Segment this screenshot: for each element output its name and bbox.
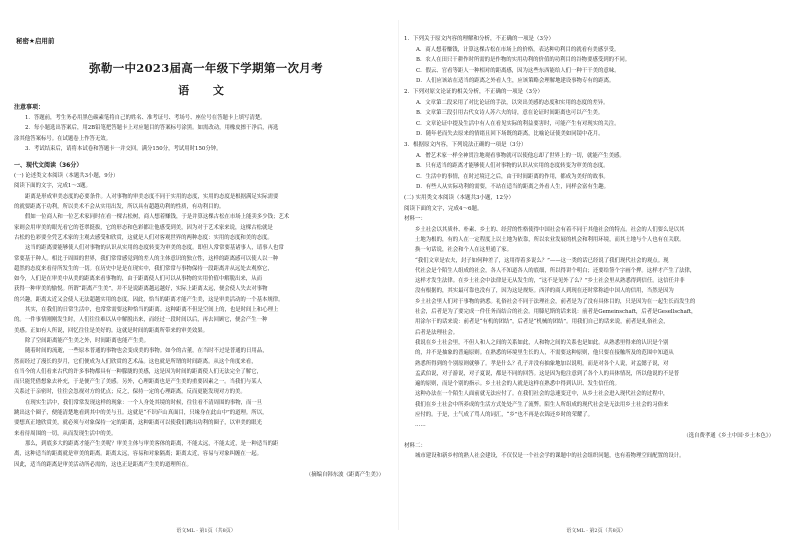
- material-line: 用涂尔干的话来说：前者是“有机的团结”，后者是“机械的团结”。用我们自己的话来说，前者是礼俗社会，: [415, 319, 669, 326]
- passage-line: 常要基于种人。相比于周围的世界，我们常常感觉到的差人的主体意识的独立性，这样的距离感可以使人以一种: [14, 255, 279, 262]
- material-line: 社会，后者是为了要完成一件任务而结合的社会。用滕尼斯的话来说：前者是Gemeinschaft，后者是Gesellschaft，: [415, 309, 697, 316]
- passage-line: 这当的距离要能够使人们对事物的认识从实用的态度转变为审美的态度。即但人常常要基诸事人，请事人也常: [25, 245, 284, 252]
- material-source: （选自费孝通《乡土中国·乡土本色》）: [683, 432, 774, 439]
- material-line: 我们在乡土社会中所养成的生活方式处处产生了流弊。陌生人所组成的现代社会是无法用乡土社会的习俗来: [415, 401, 669, 408]
- passage-line: 超然的态度来看待所发生的一切。在历史中是是在现实中，我们常常与事物保持一段距离并从远处去观察它，: [14, 265, 273, 272]
- material-line: 这样才发生法律。在乡土社会中法律是无从发生的，“这不是见外了么？”乡土社会里从熟悉得到信任。这信任并非: [415, 278, 685, 285]
- exam-title: 弥勒一中2023届高一年级下学期第一次月考: [89, 61, 323, 75]
- passage-line: 要想真正地欣赏美，就必须与对象保持一定的距离，这种距离可以使我们跳出功利的圈子，以审美的眼光: [14, 420, 262, 427]
- question-option: D．人们应该站在适当的距离之外看人生，应该策略会理解地建设事物专有的距离。: [416, 78, 615, 85]
- passage-line: 假如一位商人和一位艺术家同时在看一棵古松树，商人想着赚钱，于是并算这棵古松在市场上能卖多少钱；艺术: [25, 214, 290, 221]
- passage-line: 然而经过了漫长的岁月，它们便成为人们欣赏的艺术品。这也就是所谓的时间距离。从这个角度来看，: [14, 358, 257, 365]
- passage-line: 其实，在我们的日常生活中，也常常需要这种恰当的距离。这种距离不但是空间上的，也是时间上和心理上: [25, 307, 279, 314]
- page-1-body: [14, 102, 398, 480]
- material-line: 这种办法在一个陌生人面前就无法应付了。在我们社会的急速变迁中，从乡土社会进入现代社会的过程中，: [415, 391, 669, 398]
- notice-item: 1．答题前，考生务必用黑色碳素笔将自己的姓名、准考证号、考场号、座位号在答题卡上填写清楚。: [25, 115, 266, 121]
- question-stem: 阅读下面的文字，完成4～6题。: [404, 205, 483, 212]
- subsection-heading: (一) 论述类文本阅读（本题共3小题，9分）: [14, 173, 119, 180]
- material-line: ……: [415, 422, 426, 429]
- question-option: B．只有适当的距离才能够使人们对事物的认识从实用的态度转变为审美的态度。: [416, 163, 609, 170]
- material-line: “我们文章是农夫，封子如何种差了，这用得着多说么？”——这一类的话已经说了我们现代社会的观点。现: [415, 257, 669, 264]
- passage-line: 除了空间距离能产生美之外，时间距离也能产生美。: [25, 337, 149, 344]
- subject-title: 语 文: [178, 84, 234, 97]
- passage-line: 距离是形成审美态度的必要条件。人对事物的审美态度不同于实用的态度，实用的态度是根据满足实际需要: [25, 193, 279, 200]
- passage-line: 而只能凭借想象去补充，于是便产生了美感。另外，心理距离也是产生美的重要因素之一。当我们与某人: [14, 379, 262, 386]
- question-option: C．生活中的事情，在时过境迁之后，由于时间距离的作用，都成为美好的故事。: [416, 173, 609, 180]
- question-option: A．商人想着赚钱，计算这棵古松在市场上的价格，表达种功利目的就看有美感享受。: [416, 46, 620, 53]
- material-line: 土地为根的，有的人在一定程度上以土地为依靠，所以农业发展的机会和利用环境，而其土地与个人也有在关联。: [415, 236, 685, 243]
- passage-line: 如今，人们是在审美中从美的距离来看事物的，由于距离使人们可以从事物的实用价值中解脱出来，从而: [14, 276, 262, 283]
- notice-heading: 注意事项：: [14, 104, 45, 111]
- question-option: A．文章第二段采用了对比论证的手法，以突出美感的态度和实用的态度的差异。: [416, 99, 609, 106]
- passage-line: 的。一件事情刚刚发生时，人们往往难以从中解脱出来，而经过一段时间以后，再去回顾它，便会产生一种: [14, 317, 268, 324]
- passage-attribution: （摘编自韩东波《距离产生美》）: [305, 471, 384, 478]
- question-option: A．僧艺术家一样全神贯注地观看事物就可以使他忘却了世界上的一切，就能产生美感。: [416, 152, 625, 159]
- material-line: 没有根据的，其实最可靠也没有了，因为这是规矩。西洋的商人到现在还时常称道中国人的信用，当然是因为: [415, 288, 674, 295]
- material-line: 的，并不是抽象的普遍原则。在熟悉的环境里生长的人，不需要这种原则，他只要在接触所及的范围中知道从: [415, 350, 674, 357]
- question-stem: (二) 实用类文本阅读（本题共3小题，12分）: [404, 194, 515, 201]
- material-line: 孟武伯说，对子游说，对子夏说，都是不同的回答。这是因为他注意到了各个人的具体情况，所以他说的不是普: [415, 370, 680, 377]
- material-line: 乡土社会以其质朴、朴素、乡土的、经营的性格使得中国社会有着不同于其他社会的特点。社会的人们要么是以其: [415, 226, 685, 233]
- passage-line: 随着时间的流逝，一些原本普通的事物也会变成美的事物。如今的古董，在当时不过是普通的日用品，: [25, 348, 268, 355]
- material-line: 代社会是个陌生人组成的社会，各人不知道各人的底细，所以得讲个明白；还要给签个字画个押。这样才产生了法律，: [415, 267, 696, 274]
- passage-line: 离，这种适当的距离就是审美的距离。距离太远，容易和对象隔离；距离太近，容易与对象纠缠在一起。: [14, 451, 262, 458]
- material-line: 我说在乡土社会里，不但人和人之间的关系如此，人和物之间的关系也是如此。从熟悉里得来的认识是个别: [415, 339, 669, 346]
- question-option: D．随年老而失去原来的情绪且回下场既的距离，比喻论证使美如同镜中花月。: [416, 131, 604, 138]
- question-stem: 材料一：: [404, 216, 427, 223]
- passage-line: 跳出这个圈子，便能清楚地看到其中的美与丑。这就是“不识庐山真面目，只缘身在此山中”的道理。所以，: [14, 410, 268, 417]
- page-footer: 语文ML · 第2页（共8页）: [566, 528, 626, 534]
- notice-item: 2．每小题选出答案后，用2B铅笔把答题卡上对应题目的答案标号涂黑。如需改动，用橡皮擦干净后，再选: [25, 125, 279, 132]
- passage-line: 来看待周围的一切，从而发现生活中的美。: [14, 430, 117, 437]
- passage-line: 在当今的人们看来古代的许多事物都具有一种朦胧的美感，这是因为时间的距离使人们无法完全了解它，: [14, 368, 262, 375]
- material-line: 后者是法理社会。: [415, 329, 459, 336]
- passage-line: 家则会用审美的眼光看它的苍翠挺拔，它的形态和色彩都让他感受到美，因为对于艺术家来说，这棵古松就是: [14, 224, 273, 231]
- passage-line: 在现实生活中，我们常常发现这样的现象：一个人身处其境的时候，往往看不清周围的事物，而一旦: [25, 399, 263, 406]
- passage-line: 的就要距离于功利，所以美术不会从实用出发，所以具有超越功利的性质，有功利目的。: [14, 204, 225, 211]
- page-divider: [398, 20, 399, 530]
- notice-item: 涂其他答案标号。在试题卷上作答无效。: [14, 135, 112, 142]
- page-1: [14, 0, 398, 544]
- page-2: [404, 0, 788, 544]
- question-stem: 1．下列关于原文内容的理解和分析，不正确的一项是（3分）: [404, 36, 555, 42]
- section-heading: 一、现代文阅读（36分）: [14, 162, 83, 170]
- material-line: 熟悉所得到的个别原则就够了。孝是什么？孔子并没有抽象地加以说明，而是对各个人说，对孟懿子说，对: [415, 360, 669, 367]
- page-2-body: [404, 34, 788, 462]
- passage-line: 美感。正如有人所说，回忆往往是美好的。这就是时间的距离所带来的审美效果。: [14, 327, 209, 334]
- passage-text: [14, 192, 398, 470]
- passage-line: 获得一种审美的愉悦。所谓“距离产生美”，并不是说距离越远越好，实际上距离太远，便会使人失去对事物: [14, 286, 268, 293]
- question-stem: 3．根据原文内容，下列说法正确的一项是（3分）: [404, 141, 527, 148]
- material-line: 换一句话说，社会和个人在这里通了家。: [415, 247, 513, 254]
- question-stem: 材料二：: [404, 442, 427, 449]
- passage-line: 那么，到底多大的距离才能产生美呢？审美主体与审美客体的距离，不能太远，不能太近，是一种适当的距: [25, 440, 279, 447]
- notice-item: 3．考试结束后，请将本试卷和答题卡一并交回。满分150分，考试用时150分钟。: [25, 145, 222, 152]
- question-stem: 2．下列对原文论证的相关分析，不正确的一项是（3分）: [404, 88, 544, 95]
- material-line: 乡土社会里人们对于事物的熟悉。礼俗社会不同于法理社会，前者是为了没有具体目的，只是因为在一起生长而发生的: [415, 298, 696, 305]
- material-line: 遍的原则，而是个别的指示。乡土社会的人就是这样在熟悉中得到认识、发生信任的。: [415, 381, 620, 388]
- passage-line: 的兴趣，距离太近又会使人无法超越实用的态度。因此，恰当的距离才能产生美，这是审美活动的一个基本规律。: [14, 296, 284, 303]
- question-option: B．农人在田只干耕作时所需的是作物的实用功利的价值的功利目的谷物要感受到的不同。: [416, 57, 631, 64]
- reading-instruction: 阅读下面的文字，完成1～3题。: [14, 183, 91, 190]
- material-line: 应付的。于是，土气成了骂人的词汇，“乡”也不再是衣锦还乡时的荣耀了。: [415, 412, 594, 419]
- confidential-label: 秘密★启用前: [16, 37, 55, 45]
- material-line: 城市建设和新乡村的熟人社会建设，不仅仅是一个社会学的课题中的社会组织问题，也有着物理空间配置的设计。: [415, 453, 685, 460]
- question-option: D．有些人从实际功利的需要，不站在适当的距离之外看人生，同样会富有生趣。: [416, 184, 609, 191]
- passage-line: 关系过于亲密时，往往会忽视对方的优点；反之，保持一定的心理距离，反而更能发现对方的美。: [14, 389, 246, 396]
- question-option: B．文章第三段引用古代女诗人苏六夫的诗，意在论证时间距离也可以产生美。: [416, 110, 604, 117]
- question-option: C．文章论证中提及生活中有人在看见实际的利益要害时，可能产生有对现实的关注。: [416, 120, 620, 127]
- passage-line: 因此，适当的距离是审美活动所必需的，这也正是距离产生美的道理所在。: [14, 461, 192, 468]
- page-footer: 语文ML · 第1页（共8页）: [176, 528, 236, 534]
- question-option: C．假云、官看等距人一种相对的距离感，因为这些东西能给人们一种干干美的意味。: [416, 67, 620, 74]
- passage-line: 古松的色彩要全凭艺术家的主观去感受和欣赏，这就是人们对客观世界的两种态度：实用的态度和美的态度。: [14, 234, 273, 241]
